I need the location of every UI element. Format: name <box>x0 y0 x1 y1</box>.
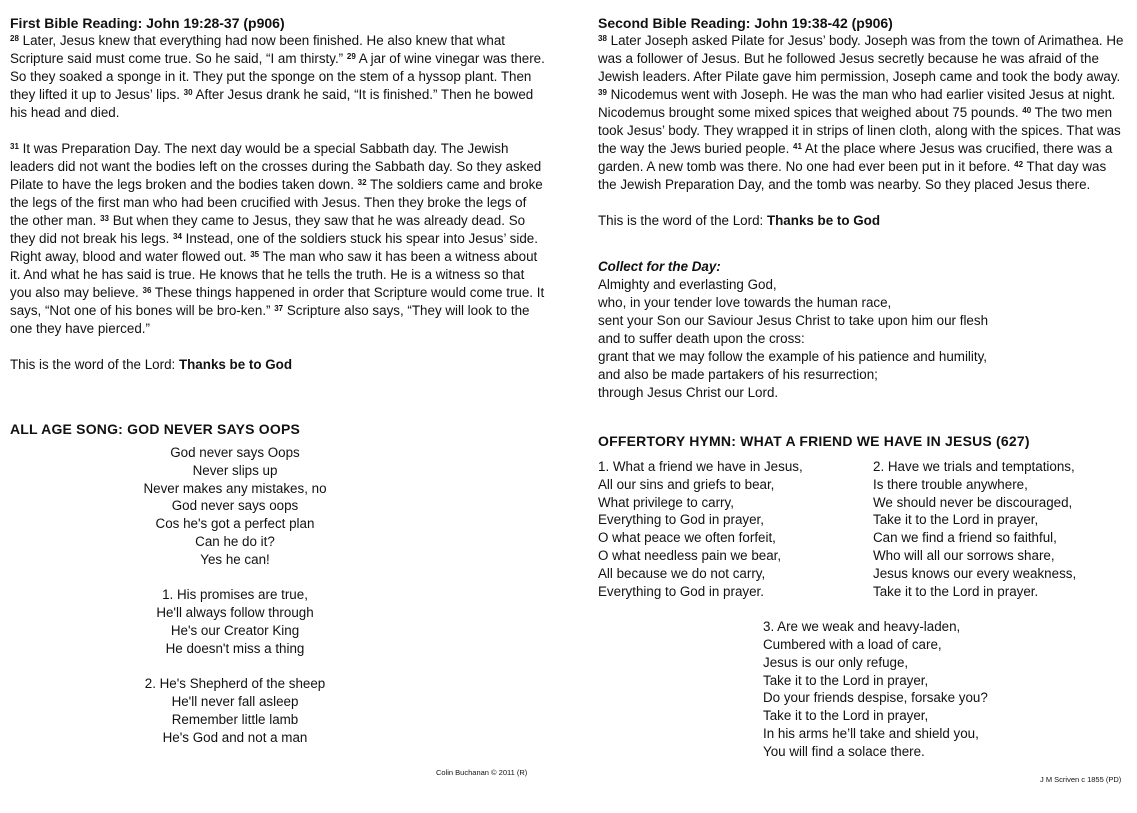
collect-text <box>598 276 1128 402</box>
second-reading-response <box>598 212 1128 230</box>
text-line: and to suffer death upon the cross: <box>598 331 805 346</box>
text-line: Almighty and everlasting God, <box>598 277 777 292</box>
text-line: He's God and not a man <box>162 729 308 745</box>
all-age-song-title: ALL AGE SONG: GOD NEVER SAYS OOPS <box>10 421 301 437</box>
collect-title: Collect for the Day: <box>598 259 721 274</box>
verse-text: After Jesus drank he said, “It is finished.” Then he bowed his head and died. <box>10 87 534 120</box>
text-line: He doesn't miss a thing <box>165 640 305 656</box>
song-chorus <box>10 444 460 569</box>
second-reading-title: Second Bible Reading: John 19:38-42 (p906) <box>598 15 893 31</box>
text-line: Remember little lamb <box>171 711 299 727</box>
hymn-verse-1 <box>598 458 873 600</box>
verse-number: 28 <box>10 34 19 43</box>
text-line: Can he do it? <box>195 533 275 549</box>
verse-text: Later, Jesus knew that everything had now been finished. He also knew that what Scripture said must come true. So he said, “I am thirsty.” <box>10 33 505 66</box>
hymn-verse-3 <box>763 618 1128 760</box>
verse-number: 35 <box>250 250 260 259</box>
text-line: Never slips up <box>192 462 278 478</box>
verse-text: Nicodemus went with Joseph. He was the man who had earlier visited Jesus at night. Nicodemus brought some mixed spices that weighed about 75 pounds. <box>598 87 1116 120</box>
hymn-credit: J M Scriven c 1855 (PD) <box>1040 775 1122 784</box>
text-line: Jesus knows our every weakness, <box>873 565 1077 581</box>
text-line: Cumbered with a load of care, <box>763 636 942 652</box>
verse-text: At the place where Jesus was crucified, there was a garden. A new tomb was there. No one had ever been put in it before. <box>598 141 1113 174</box>
response-prefix: This is the word of the Lord: <box>10 357 179 372</box>
verse-number: 30 <box>183 88 193 97</box>
verse-number: 32 <box>357 178 367 187</box>
text-line: 2. Have we trials and temptations, <box>873 459 1075 474</box>
text-line: Take it to the Lord in prayer, <box>873 512 1039 528</box>
text-line: grant that we may follow the example of his patience and humility, <box>598 349 988 364</box>
text-line: All our sins and griefs to bear, <box>598 476 775 492</box>
verse-number: 37 <box>274 304 284 313</box>
verse-text: But when they came to Jesus, they saw that he was already dead. So they did not break his legs. <box>10 213 526 246</box>
right-column <box>598 14 1128 761</box>
first-reading-title: First Bible Reading: John 19:28-37 (p906) <box>10 15 285 31</box>
verse-number: 39 <box>598 88 607 97</box>
verse-text: Instead, one of the soldiers stuck his spear into Jesus’ side. Right away, blood and water flowed out. <box>10 231 538 264</box>
response-text: Thanks be to God <box>766 213 881 228</box>
first-reading-paragraph-1 <box>10 32 545 122</box>
verse-number: 34 <box>173 232 182 241</box>
text-line: Yes he can! <box>200 551 270 567</box>
text-line: Who will all our sorrows share, <box>873 547 1055 563</box>
text-line: What privilege to carry, <box>598 494 734 510</box>
text-line: Never makes any mistakes, no <box>143 480 327 496</box>
second-reading-paragraph-1 <box>598 32 1128 194</box>
verse-number: 31 <box>10 142 19 151</box>
verse-text: These things happened in order that Scripture would come true. It says, “Not one of his bones will be bro-ken.” <box>10 285 545 318</box>
text-line: 1. What a friend we have in Jesus, <box>598 459 803 474</box>
text-line: God never says oops <box>171 498 299 514</box>
verse-text: The two men took Jesus’ body. They wrapped it in strips of linen cloth, along with the spices. That was the way the Jews buried people. <box>598 105 1121 156</box>
text-line: In his arms he’ll take and shield you, <box>763 725 979 741</box>
verse-text: It was Preparation Day. The next day would be a special Sabbath day. The Jewish leaders did not want the bodies left on the crosses during the Sabbath day. So they asked Pilate to have the legs broken and the bodies taken down. <box>10 141 542 192</box>
left-column <box>10 14 545 747</box>
first-reading-response <box>10 356 545 374</box>
verse-text: Scripture also says, “They will look to the one they have pierced.” <box>10 303 530 336</box>
text-line: 1. His promises are true, <box>162 587 308 603</box>
offertory-hymn-title: OFFERTORY HYMN: WHAT A FRIEND WE HAVE IN JESUS (627) <box>598 433 1030 449</box>
response-text: Thanks be to God <box>178 357 293 372</box>
text-line: Can we find a friend so faithful, <box>873 530 1057 546</box>
text-line: Do your friends despise, forsake you? <box>763 690 988 706</box>
text-line: You will find a solace there. <box>763 743 925 759</box>
response-prefix: This is the word of the Lord: <box>598 213 767 228</box>
text-line: Take it to the Lord in prayer. <box>873 583 1039 599</box>
text-line: Take it to the Lord in prayer, <box>763 672 929 688</box>
text-line: Take it to the Lord in prayer, <box>763 708 929 724</box>
text-line: He'll always follow through <box>156 605 314 621</box>
text-line: through Jesus Christ our Lord. <box>598 385 779 400</box>
first-reading-paragraph-2 <box>10 140 545 338</box>
text-line: God never says Oops <box>170 445 300 460</box>
verse-number: 38 <box>598 34 607 43</box>
text-line: He'll never fall asleep <box>171 694 299 710</box>
verse-text: A jar of wine vinegar was there. So they soaked a sponge in it. They put the sponge on the stem of a hyssop plant. Then they lifted it up to Jesus’ lips. <box>10 51 545 102</box>
verse-number: 29 <box>346 52 356 61</box>
song-credit: Colin Buchanan © 2011 (R) <box>436 768 528 777</box>
text-line: He's our Creator King <box>170 622 300 638</box>
song-verse-2 <box>10 675 460 746</box>
verse-number: 36 <box>142 286 152 295</box>
hymn-verse-2 <box>873 458 1076 600</box>
verse-text: That day was the Jewish Preparation Day, and the tomb was nearby. So they placed Jesus there. <box>598 159 1107 192</box>
text-line: Jesus is our only refuge, <box>763 654 909 670</box>
text-line: O what needless pain we bear, <box>598 547 782 563</box>
verse-number: 42 <box>1014 160 1024 169</box>
text-line: 2. He's Shepherd of the sheep <box>144 676 326 692</box>
text-line: and also be made partakers of his resurrection; <box>598 367 878 382</box>
song-verse-1 <box>10 586 460 657</box>
text-line: Cos he's got a perfect plan <box>155 516 315 532</box>
verse-text: The soldiers came and broke the legs of the first man who had been crucified with Jesus. Then they broke the legs of the other man. <box>10 177 543 228</box>
text-line: Is there trouble anywhere, <box>873 476 1028 492</box>
song-lyrics <box>10 444 460 747</box>
verse-number: 41 <box>793 142 802 151</box>
text-line: 3. Are we weak and heavy-laden, <box>763 619 961 635</box>
text-line: All because we do not carry, <box>598 565 766 581</box>
verse-number: 33 <box>100 214 109 223</box>
text-line: sent your Son our Saviour Jesus Christ to take upon him our flesh <box>598 313 989 328</box>
hymn-verses-row <box>598 458 1128 600</box>
text-line: We should never be discouraged, <box>873 494 1073 510</box>
text-line: Everything to God in prayer. <box>598 583 764 599</box>
verse-text: The man who saw it has been a witness about it. And what he has said is true. He knows that he tells the truth. He is a witness so that you also may believe. <box>10 249 538 300</box>
text-line: who, in your tender love towards the human race, <box>598 295 892 310</box>
text-line: O what peace we often forfeit, <box>598 530 776 546</box>
verse-number: 40 <box>1022 106 1032 115</box>
verse-text: Later Joseph asked Pilate for Jesus’ body. Joseph was from the town of Arimathea. He was a follower of Jesus. But he followed Jesus secretly because he was afraid of the Jewish leaders. After Pilate gave him permission, Joseph came and took the body away. <box>598 33 1124 84</box>
text-line: Everything to God in prayer, <box>598 512 764 528</box>
